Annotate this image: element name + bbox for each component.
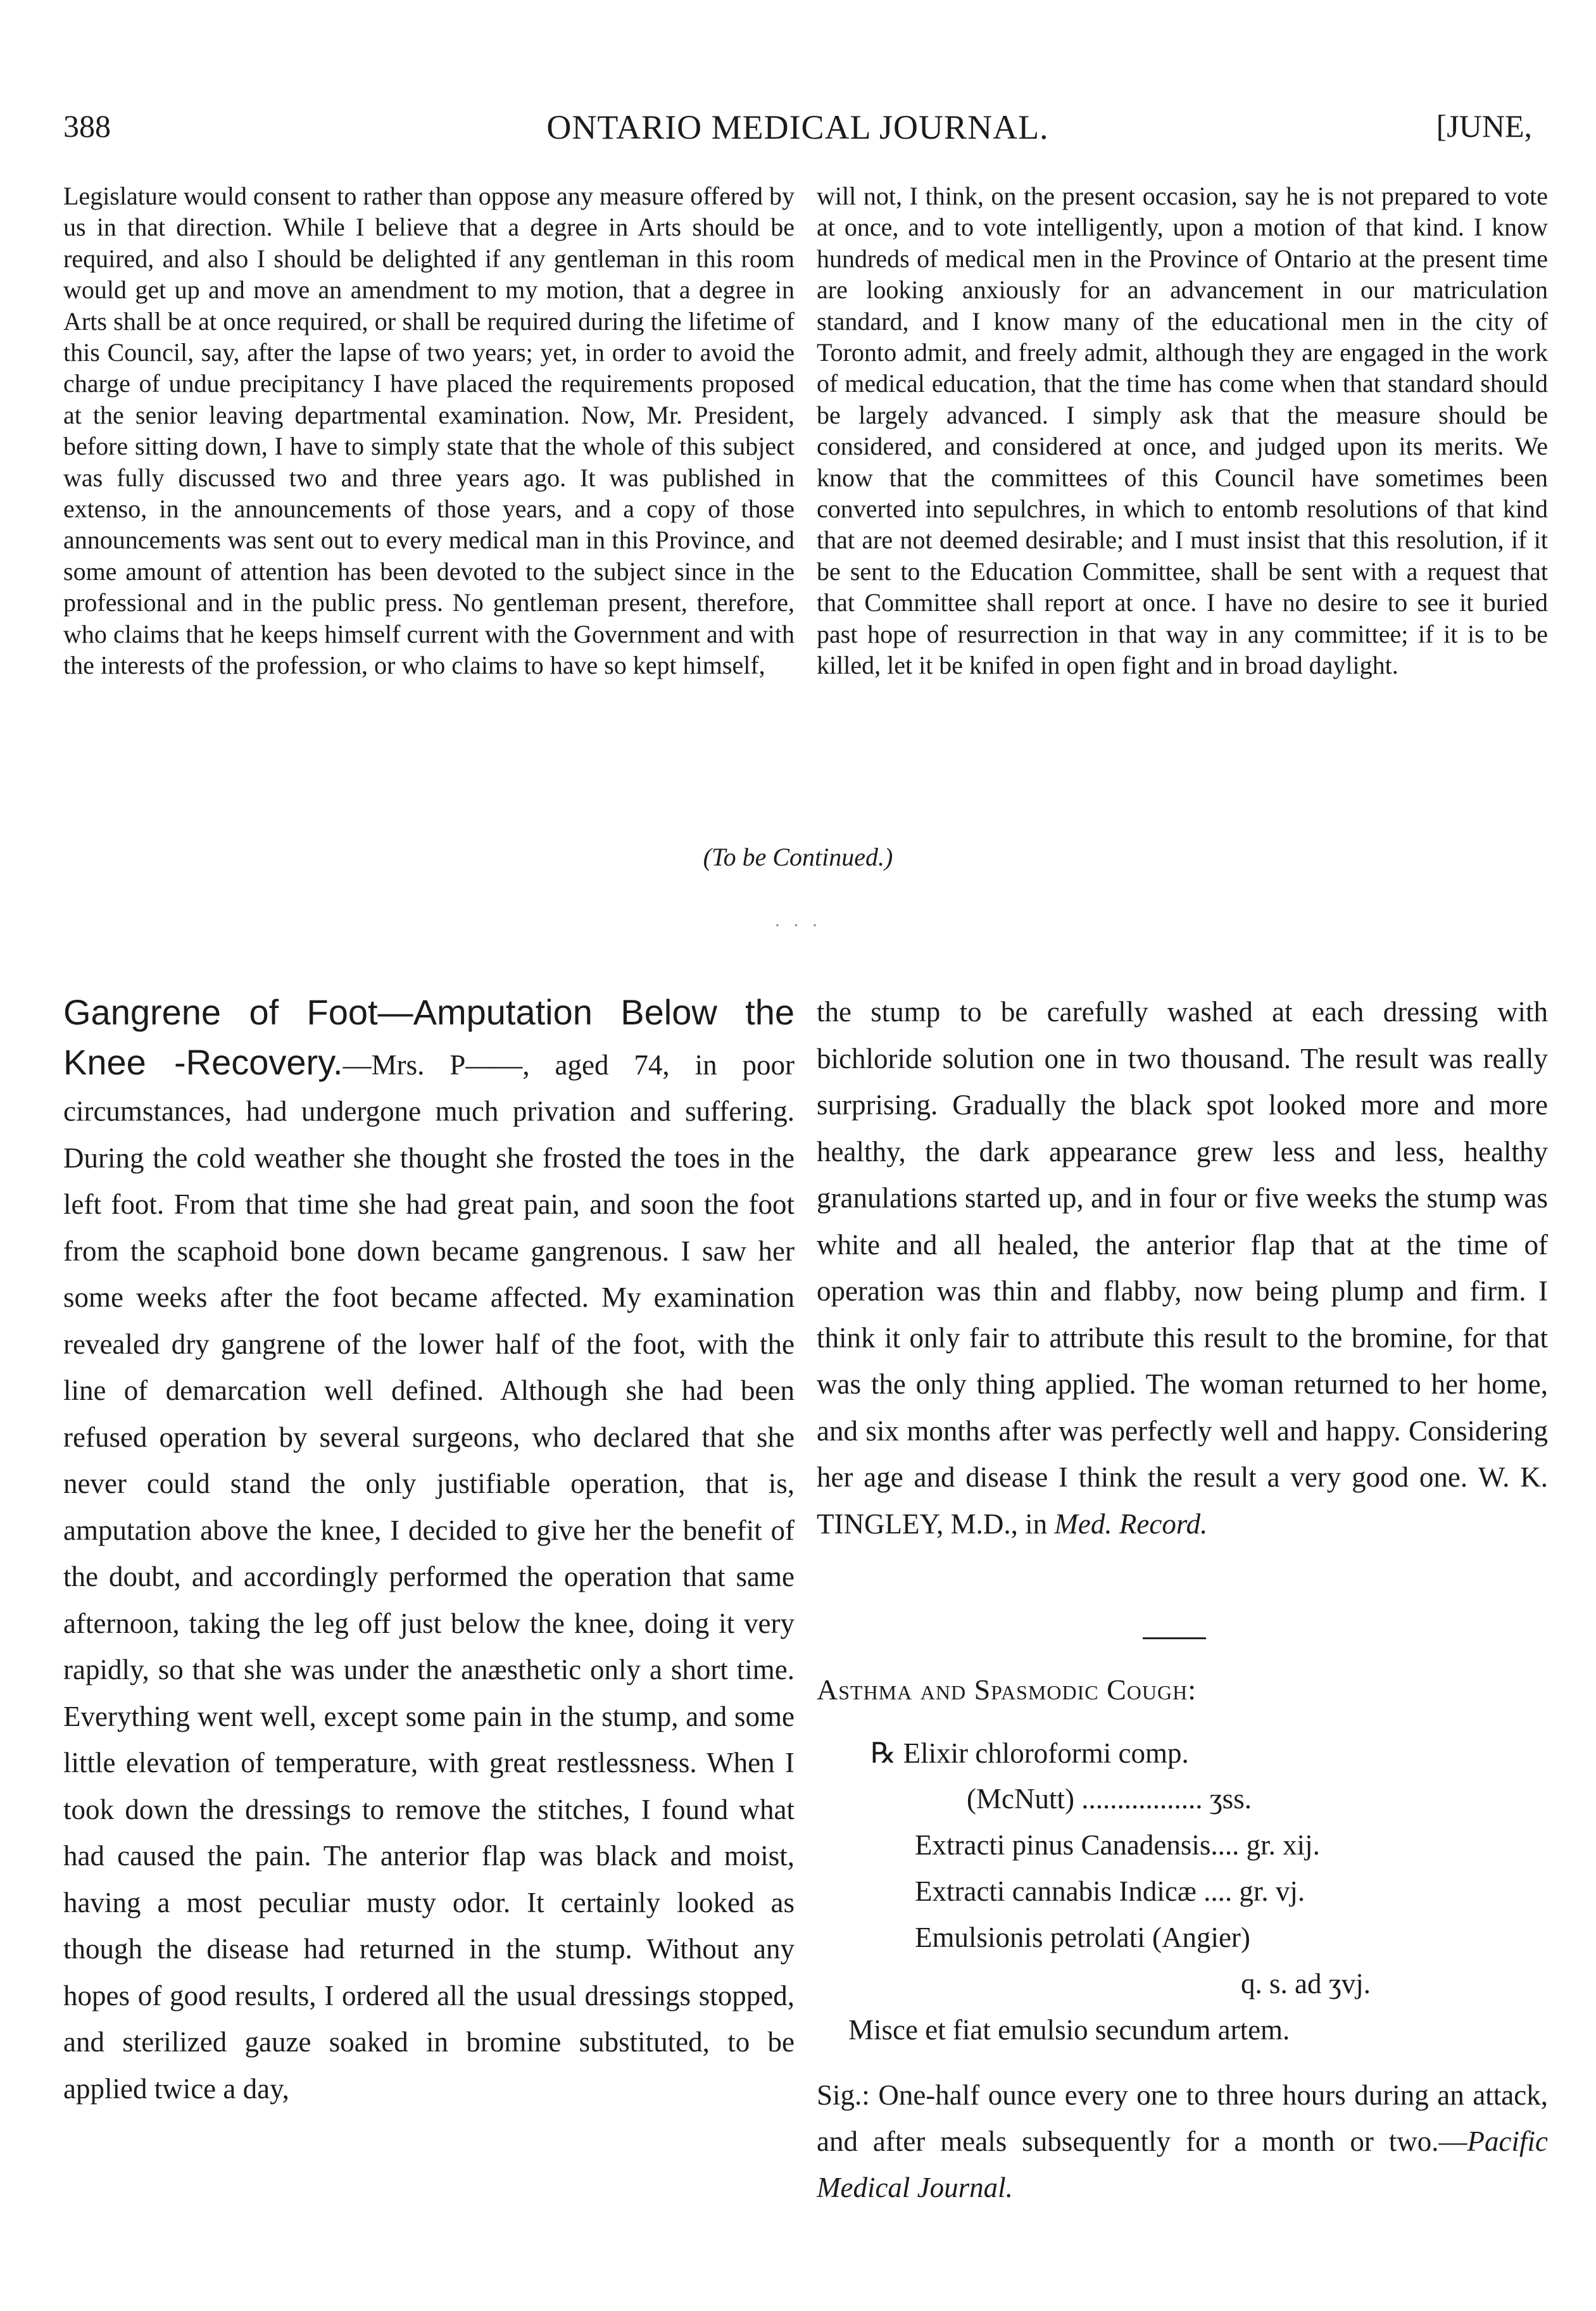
prescription-sig [817, 2072, 1548, 2211]
rx-line: (McNutt) ................. ʒss. [967, 1783, 1252, 1815]
article-body-left: —Mrs. P——, aged 74, in poor circumstances, had undergone much privation and suffering. During the cold weather she thought she frosted the toes in the left foot. From that time she had great pain, and soon the foot from the scaphoid bone down became gangrenous. I saw her some weeks after the foot became affected. My examination revealed dry gangrene of the lower half of the foot, with the line of demarcation well defined. Although she had been refused operation by several surgeons, who declared that she never could stand the only justifiable operation, that is, amputation above the knee, I decided to give her the benefit of the doubt, and accordingly performed the operation that same afternoon, taking the leg off just below the knee, doing it very rapidly, so that she was under the anæsthetic only a short time. Everything went well, except some pain in the stump, and some little elevation of temperature, with great restlessness. When I took down the dressings to remove the stitches, I found what had caused the pain. The anterior flap was black and moist, having a most peculiar musty odor. It certainly looked as though the disease had returned in the stump. Without any hopes of good results, I ordered all the usual dressings stopped, and sterilized gauze soaked in bromine substituted, to be applied twice a day, [63, 1048, 795, 2105]
article-author: W. K. TINGLEY, M.D., [817, 1461, 1549, 1540]
article-body-right: the stump to be carefully washed at each dressing with bichloride solution one in two thousand. The result was really surprising. Gradually the black spot looked more and more healthy, the dark appearance grew less and less, healthy granulations started up, and in four or five weeks the stump was white and all healed, the anterior flap that at the time of operation was thin and flabby, now being plump and firm. I think it only fair to attribute this result to the bromine, for that was the only thing applied. The woman returned to her home, and six months after was perfectly well and happy. Considering her age and disease I think the result a very good one. [817, 996, 1548, 1493]
prescription-heading: Asthma and Spasmodic Cough: [817, 1673, 1197, 1706]
rx-line: q. s. ad ʒvj. [1241, 1968, 1371, 1999]
sig-source: Pacific Medical Journal. [817, 2125, 1548, 2203]
section-divider: · · · [774, 915, 822, 936]
article-source-prefix: in [1025, 1508, 1048, 1540]
rx-line: ℞ Elixir chloroformi comp. [870, 1737, 1189, 1769]
page-number: 388 [63, 108, 111, 144]
sig-text: Sig.: One-half ounce every one to three hours during an attack, and after meals subsequently for a month or two.— [817, 2079, 1548, 2157]
issue-month: [JUNE, [1436, 108, 1532, 144]
article-source: Med. Record. [1054, 1508, 1208, 1540]
rx-line: Misce et fiat emulsio secundum artem. [848, 2014, 1290, 2046]
to-be-continued: (To be Continued.) [703, 843, 893, 871]
page-header [63, 108, 1532, 152]
top-right-column: will not, I think, on the present occasion, say he is not prepared to vote at once, and to vote intelligently, upon a motion of that kind. I know hundreds of medical men in the Province of Ontario at the present time are looking anxiously for an advancement in our matriculation standard, and I know many of the educational men in the city of Toronto admit, and freely admit, although they are engaged in the work of medical education, that the time has come when that standard should be largely advanced. I simply ask that the measure should be considered, and considered at once, and judged upon its merits. We know that the committees of this Council have sometimes been converted into sepulchres, in which to entomb resolutions of that kind that are not deemed desirable; and I must insist that this resolution, if it be sent to the Education Committee, shall be sent with a request that that Committee shall report at once. I have no desire to see it buried past hope of resurrection in that way in any committee; if it is to be killed, let it be knifed in open fight and in broad daylight. [817, 182, 1548, 680]
top-left-column: Legislature would consent to rather than oppose any measure offered by us in that direction. While I believe that a degree in Arts should be required, and also I should be delighted if any gentleman in this room would get up and move an amendment to my motion, that a degree in Arts shall be at once required, or shall be required during the lifetime of this Council, say, after the lapse of two years; yet, in order to avoid the charge of undue precipitancy I have placed the requirements proposed at the senior leaving departmental examination. Now, Mr. President, before sitting down, I have to simply state that the whole of this subject was fully discussed two and three years ago. It was published in extenso, in the announcements of those years, and a copy of those announcements was sent out to every medical man in this Province, and some amount of attention has been devoted to the subject since in the professional and in the public press. No gentleman present, therefore, who claims that he keeps himself current with the Government and with the interests of the profession, or who claims to have so kept himself, [63, 182, 795, 680]
rx-line: Extracti cannabis Indicæ .... gr. vj. [915, 1875, 1305, 1907]
article-right-column [817, 989, 1548, 1547]
article-title: Gangrene of Foot—Amputation Below the Knee -Recovery. [63, 992, 795, 1082]
rx-line: Emulsionis petrolati (Angier) [915, 1922, 1250, 1953]
journal-title: ONTARIO MEDICAL JOURNAL. [546, 108, 1049, 146]
separator-rule [1143, 1637, 1206, 1639]
article-left-column [63, 989, 795, 2112]
rx-line: Extracti pinus Canadensis.... gr. xij. [915, 1829, 1320, 1861]
